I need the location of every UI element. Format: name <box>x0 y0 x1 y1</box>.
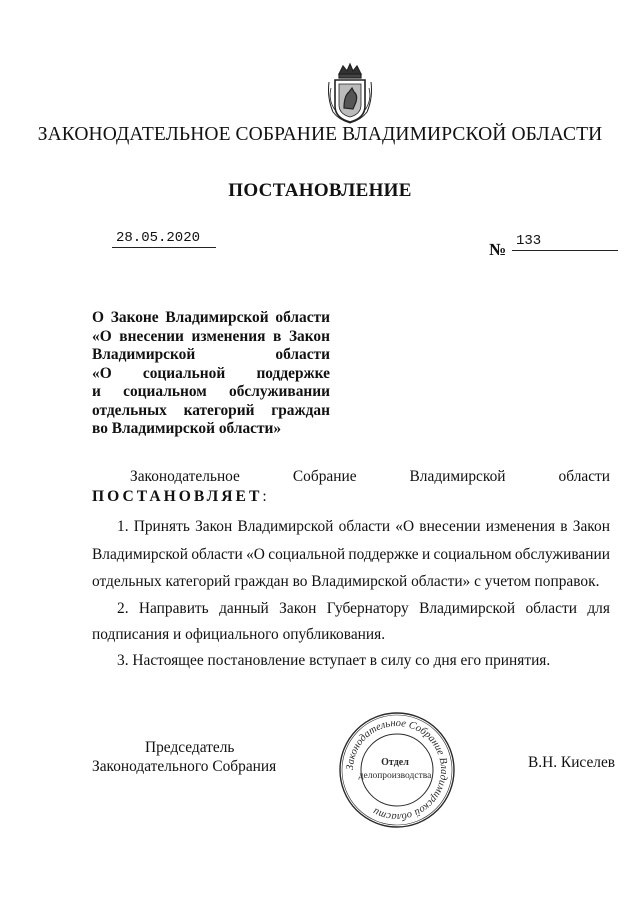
preamble-line <box>130 468 610 486</box>
paragraph-word: социальной <box>268 546 346 563</box>
paragraph-word: и <box>421 546 431 563</box>
paragraph-word: данный <box>219 600 269 617</box>
paragraph-line <box>92 546 610 564</box>
preamble-word: Владимирской <box>409 468 506 485</box>
subject-line <box>92 328 330 347</box>
subject-word: области <box>275 346 330 363</box>
stamp-outer-ring-thin <box>342 715 452 825</box>
signer-title <box>92 738 282 776</box>
subject-word: изменения <box>191 327 266 345</box>
paragraph-word: поддержке <box>348 546 419 563</box>
subject-word: «О <box>92 327 112 345</box>
subject-word: внесении <box>119 327 184 345</box>
paragraph-word: «О <box>395 518 415 535</box>
stamp-center-line: Отдел <box>381 757 409 768</box>
subject-word: и <box>92 383 101 400</box>
subject-word: Владимирской <box>165 309 269 326</box>
subject-line <box>92 420 330 439</box>
subject-word: отдельных <box>92 401 167 419</box>
subject-line <box>92 309 330 328</box>
subject-word: категорий <box>183 401 255 419</box>
paragraph-word: Губернатору <box>326 600 409 617</box>
preamble-word: области <box>558 468 610 485</box>
paragraph-word: «О <box>246 546 265 563</box>
subject-word: области <box>275 309 330 326</box>
subject-word: во Владимирской области» <box>92 420 282 437</box>
paragraph-word: для <box>587 600 610 617</box>
subject-word: «О <box>92 364 112 382</box>
resolves-colon: : <box>262 488 267 505</box>
paragraph-word: области <box>525 600 577 617</box>
stamp-outer-ring <box>340 713 454 827</box>
subject-line <box>92 365 330 384</box>
subject-word: Владимирской <box>92 346 196 363</box>
subject-word: социальном <box>123 383 207 400</box>
preamble-word: Законодательное <box>130 468 240 485</box>
paragraph-line: 3. Настоящее постановление вступает в силу со дня его принятия. <box>117 652 551 669</box>
paragraph-word: области <box>338 518 391 535</box>
document-type-title: ПОСТАНОВЛЕНИЕ <box>228 180 412 201</box>
subject-word: граждан <box>271 401 330 419</box>
subject-line <box>92 402 330 421</box>
paragraph-word: Закон <box>279 600 317 617</box>
paragraph-word: Владимирской <box>419 600 516 617</box>
subject-word: О <box>92 309 104 326</box>
subject-word: обслуживании <box>229 383 330 400</box>
coat-of-arms-icon <box>325 62 375 124</box>
paragraph-word: обслуживании <box>514 546 610 563</box>
resolves-heading <box>92 488 267 506</box>
stamp-center-line: делопроизводства <box>358 771 432 781</box>
paragraph-word: внесении <box>419 518 481 535</box>
paragraph-word: 1. <box>117 518 129 535</box>
document-date: 28.05.2020 <box>112 230 216 248</box>
stamp-inner-ring <box>358 734 433 806</box>
paragraph-word: 2. <box>117 600 129 617</box>
subject-word: в <box>273 327 282 345</box>
paragraph-word: социальном <box>433 546 512 563</box>
organization-title: ЗАКОНОДАТЕЛЬНОЕ СОБРАНИЕ ВЛАДИМИРСКОЙ ОБЛАСТИ <box>37 124 603 145</box>
paragraph-word: Владимирской <box>237 518 334 535</box>
number-sign: № <box>489 240 507 259</box>
subject-word: Законе <box>110 309 159 326</box>
resolves-word: ПОСТАНОВЛЯЕТ <box>92 488 263 505</box>
signer-name: В.Н. Киселев <box>528 754 616 771</box>
paragraph-word: области <box>191 546 243 563</box>
paragraph-word: Закон <box>572 518 610 535</box>
official-stamp <box>337 710 457 830</box>
signer-title-line: Председатель <box>145 739 235 756</box>
document-number: 133 <box>512 233 618 251</box>
document-subject <box>92 309 330 439</box>
paragraph-word: изменения <box>485 518 556 535</box>
paragraph-word: Владимирской <box>92 546 188 563</box>
preamble-word: Собрание <box>292 468 357 485</box>
subject-word: поддержке <box>256 364 330 382</box>
subject-line <box>92 346 330 365</box>
subject-line <box>92 383 330 402</box>
paragraph-word: Закон <box>195 518 233 535</box>
paragraph-word: Направить <box>138 600 209 617</box>
subject-word: социальной <box>142 364 226 382</box>
paragraph-line: отдельных категорий граждан во Владимирской области» с учетом поправок. <box>92 573 600 590</box>
stamp-ring-text: Законодательное Собрание Владимирской области <box>344 717 450 823</box>
subject-word: Закон <box>288 327 330 345</box>
paragraph-line <box>117 518 610 536</box>
paragraph-line: подписания и официального опубликования. <box>92 626 386 643</box>
paragraph-word: Принять <box>133 518 190 535</box>
paragraph-line <box>117 600 610 618</box>
signer-title-line: Законодательного Собрания <box>92 758 277 775</box>
paragraph-word: в <box>560 518 568 535</box>
